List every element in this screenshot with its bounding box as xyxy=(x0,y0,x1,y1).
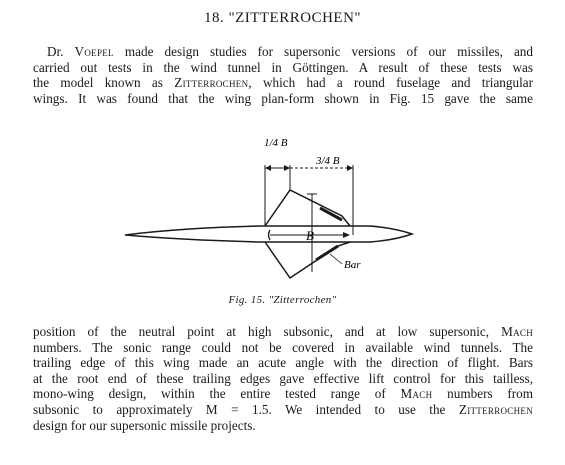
text-line: trailing edge of this wing made an acute angle with the direction of flight. Bars xyxy=(33,355,533,371)
text-run: Mach xyxy=(501,324,533,339)
text-line: numbers. The sonic range could not be covered in available wind tunnels. The xyxy=(33,339,533,355)
text-run: mono-wing design, within the entire tested range of xyxy=(33,386,401,402)
wing-planform-figure xyxy=(120,120,420,292)
text-line: at the root end of these trailing edges gave effective lift control for this tailless, xyxy=(33,370,533,386)
text-line: wings. It was found that the wing plan-form shown in Fig. 15 gave the same xyxy=(33,90,533,106)
quarter-b-label: 1/4 B xyxy=(264,137,288,149)
upper-wing xyxy=(265,190,350,226)
text-run: made design studies for supersonic versions of our missiles, and xyxy=(113,44,533,59)
text-run: position of the neutral point at high subsonic, and at low supersonic, xyxy=(33,324,502,339)
bar-label: Bar xyxy=(344,259,361,271)
text-line: design for our supersonic missile projects. xyxy=(33,417,256,433)
text-run: the model known as xyxy=(33,75,175,91)
text-line xyxy=(33,44,533,60)
b-center-label: B xyxy=(306,228,314,243)
person-name: Voepel xyxy=(74,44,114,59)
text-line: carried out tests in the wind tunnel in Göttingen. A result of these tests was xyxy=(33,59,533,75)
text-line xyxy=(33,402,533,418)
text-line xyxy=(33,386,533,402)
text-run: Mach xyxy=(400,386,433,402)
three-quarter-b-label: 3/4 B xyxy=(316,155,340,167)
text-line xyxy=(33,75,533,91)
text-run: numbers from xyxy=(432,386,533,402)
paragraph-intro xyxy=(33,44,533,106)
text-line xyxy=(33,324,533,340)
paragraph-results xyxy=(33,324,533,433)
text-run: Dr. xyxy=(47,44,75,59)
model-name: Zitterrochen xyxy=(174,75,249,91)
text-run: , which had a round fuselage and triangular xyxy=(248,75,533,91)
text-run: subsonic to approximately M = 1.5. We intended to use the xyxy=(33,401,459,417)
figure-caption: Fig. 15. "Zitterrochen" xyxy=(228,294,337,306)
model-name: Zitterrochen xyxy=(458,401,533,417)
section-heading: 18. "ZITTERROCHEN" xyxy=(203,10,362,26)
